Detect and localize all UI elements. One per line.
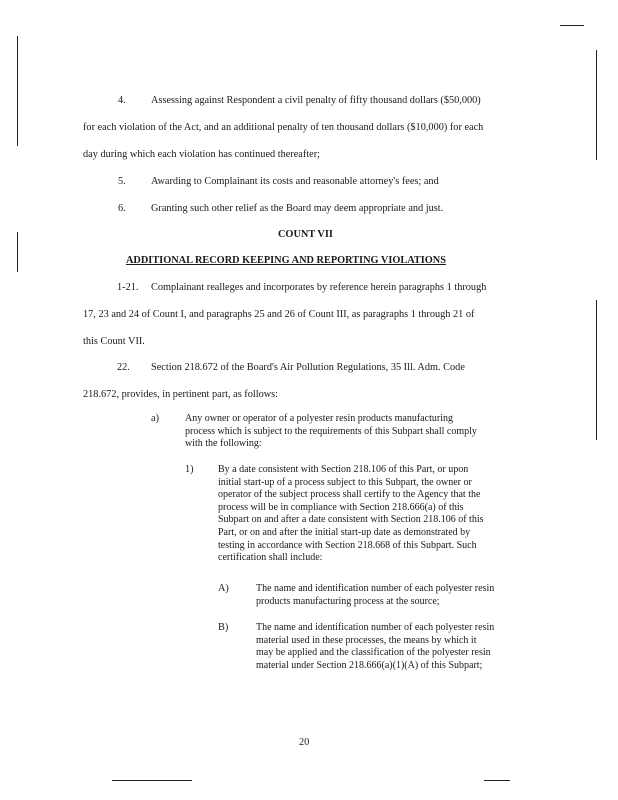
quote-1-label: 1) <box>185 464 194 475</box>
quote-A-text: The name and identification number of each polyester resin products manufacturing process at the source; <box>256 583 495 607</box>
paragraph-4-line-1: Assessing against Respondent a civil penalty of fifty thousand dollars ($50,000) <box>151 95 481 106</box>
scan-edge-mark-bottom-right <box>484 780 510 781</box>
paragraph-6-number: 6. <box>118 203 126 214</box>
scan-edge-mark-right-mid <box>596 300 597 440</box>
scan-edge-mark-left-lower <box>17 232 18 272</box>
quote-1-text: By a date consistent with Section 218.106 of this Part, or upon initial start-up of a process subject to this Subpart, the owner or operator of the subject process shall certify to the Agency that the process will be in compliance with Section 218.666(a) of this Subpart on and after a date consistent with Section 218.106 of this Part, or on and after the initial start-up date as demonstrated by testing in accordance with Section 218.668 of this Subpart. Such certification shall include: <box>218 464 484 564</box>
realleges-line-2: 17, 23 and 24 of Count I, and paragraphs 25 and 26 of Count III, as paragraphs 1 through 21 of <box>83 309 475 320</box>
realleges-number: 1-21. <box>117 282 139 293</box>
paragraph-22-line-1: Section 218.672 of the Board's Air Pollution Regulations, 35 Ill. Adm. Code <box>151 362 465 373</box>
scan-edge-mark-bottom-left <box>112 780 192 781</box>
paragraph-4-line-2: for each violation of the Act, and an additional penalty of ten thousand dollars ($10,000) for each <box>83 122 484 133</box>
quote-B-text: The name and identification number of each polyester resin material used in these processes, the means by which it may be applied and the classification of the polyester resin material under Section 218.666(a)(1)(A) of this Subpart; <box>256 622 495 671</box>
paragraph-22-line-2: 218.672, provides, in pertinent part, as follows: <box>83 389 279 400</box>
scan-edge-mark-right <box>596 50 597 160</box>
paragraph-4-line-3: day during which each violation has continued thereafter; <box>83 149 321 160</box>
page-number: 20 <box>299 737 310 748</box>
quote-A-label: A) <box>218 583 229 594</box>
quote-B-label: B) <box>218 622 229 633</box>
paragraph-6-text: Granting such other relief as the Board may deem appropriate and just. <box>151 203 444 214</box>
paragraph-22-number: 22. <box>117 362 130 373</box>
count-subtitle: ADDITIONAL RECORD KEEPING AND REPORTING VIOLATIONS <box>126 255 446 266</box>
quote-a-text: Any owner or operator of a polyester resin products manufacturing process which is subject to the requirements of this Subpart shall comply with the following: <box>185 413 477 450</box>
paragraph-4-number: 4. <box>118 95 126 106</box>
realleges-line-3: this Count VII. <box>83 336 145 347</box>
scan-edge-mark-left <box>17 36 18 146</box>
realleges-line-1: Complainant realleges and incorporates by reference herein paragraphs 1 through <box>151 282 487 293</box>
paragraph-5-number: 5. <box>118 176 126 187</box>
paragraph-5-text: Awarding to Complainant its costs and reasonable attorney's fees; and <box>151 176 439 187</box>
count-title: COUNT VII <box>278 229 333 240</box>
quote-a-label: a) <box>151 413 159 424</box>
scan-edge-mark-top-right <box>560 25 584 26</box>
